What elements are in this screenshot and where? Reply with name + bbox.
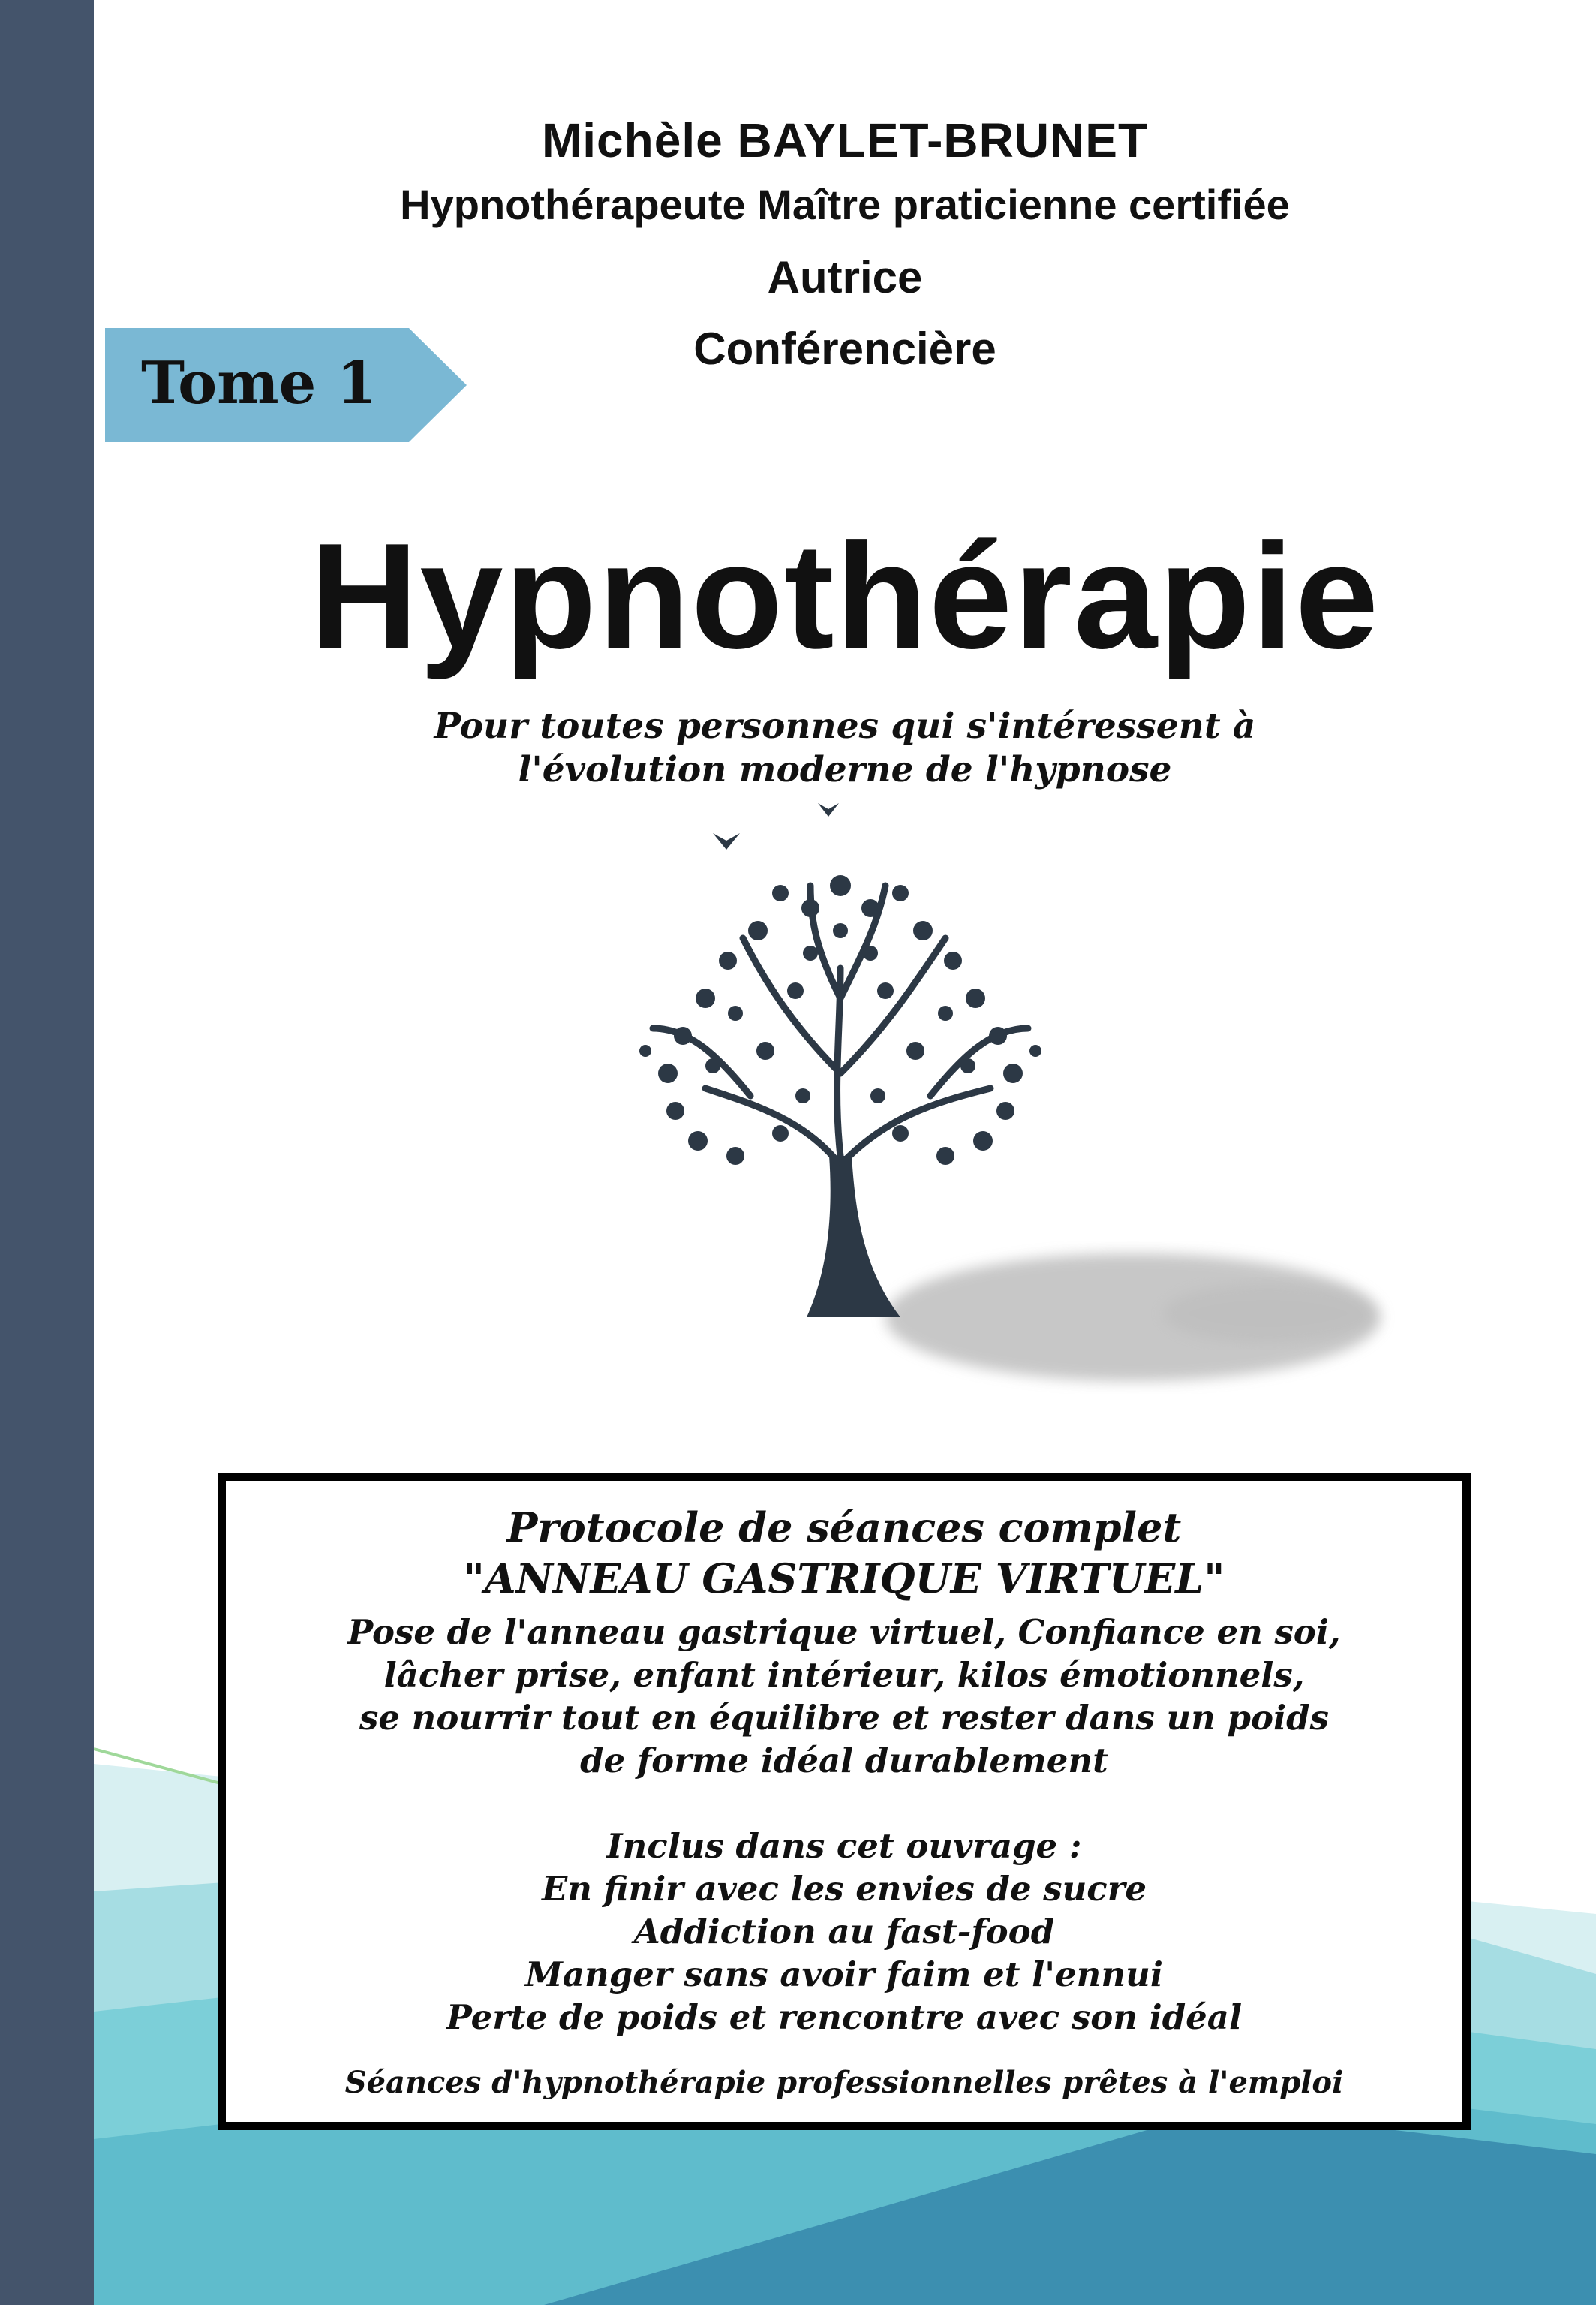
box-included-line-3: Manger sans avoir faim et l'ennui [525,1954,1163,1994]
tree-with-shadow-icon [510,803,1411,1404]
box-included-line-2: Addiction au fast-food [633,1912,1055,1951]
box-included-heading: Inclus dans cet ouvrage : [606,1826,1082,1866]
tome-badge [105,328,467,442]
book-spine [0,0,94,2305]
box-description-line-4: de forme idéal durablement [580,1741,1108,1780]
box-description-line-1: Pose de l'anneau gastrique virtuel, Confiance en soi, [347,1612,1341,1652]
box-title-line-1: Protocole de séances complet [506,1503,1182,1551]
book-subtitle-line-1: Pour toutes personnes qui s'intéressent à [434,706,1256,747]
box-description-line-3: se nourrir tout en équilibre et rester dans un poids [359,1698,1329,1738]
author-title: Hypnothérapeute Maître praticienne certifiée [400,181,1290,228]
box-included-line-1: En finir avec les envies de sucre [541,1869,1147,1909]
author-role-conferenciere: Conférencière [693,323,996,374]
box-footer: Séances d'hypnothérapie professionnelles prêtes à l'emploi [344,2065,1344,2100]
tome-label: Tome 1 [141,349,377,417]
book-title: Hypnothérapie [309,513,1381,680]
book-subtitle-line-2: l'évolution moderne de l'hypnose [518,749,1172,790]
author-name: Michèle BAYLET-BRUNET [541,113,1149,167]
protocol-box [218,1473,1471,2130]
box-description-line-2: lâcher prise, enfant intérieur, kilos émotionnels, [383,1655,1305,1695]
author-role-autrice: Autrice [767,252,923,302]
box-title-line-2: "ANNEAU GASTRIQUE VIRTUEL" [463,1554,1225,1602]
box-included-line-4: Perte de poids et rencontre avec son idéal [446,1997,1243,2037]
